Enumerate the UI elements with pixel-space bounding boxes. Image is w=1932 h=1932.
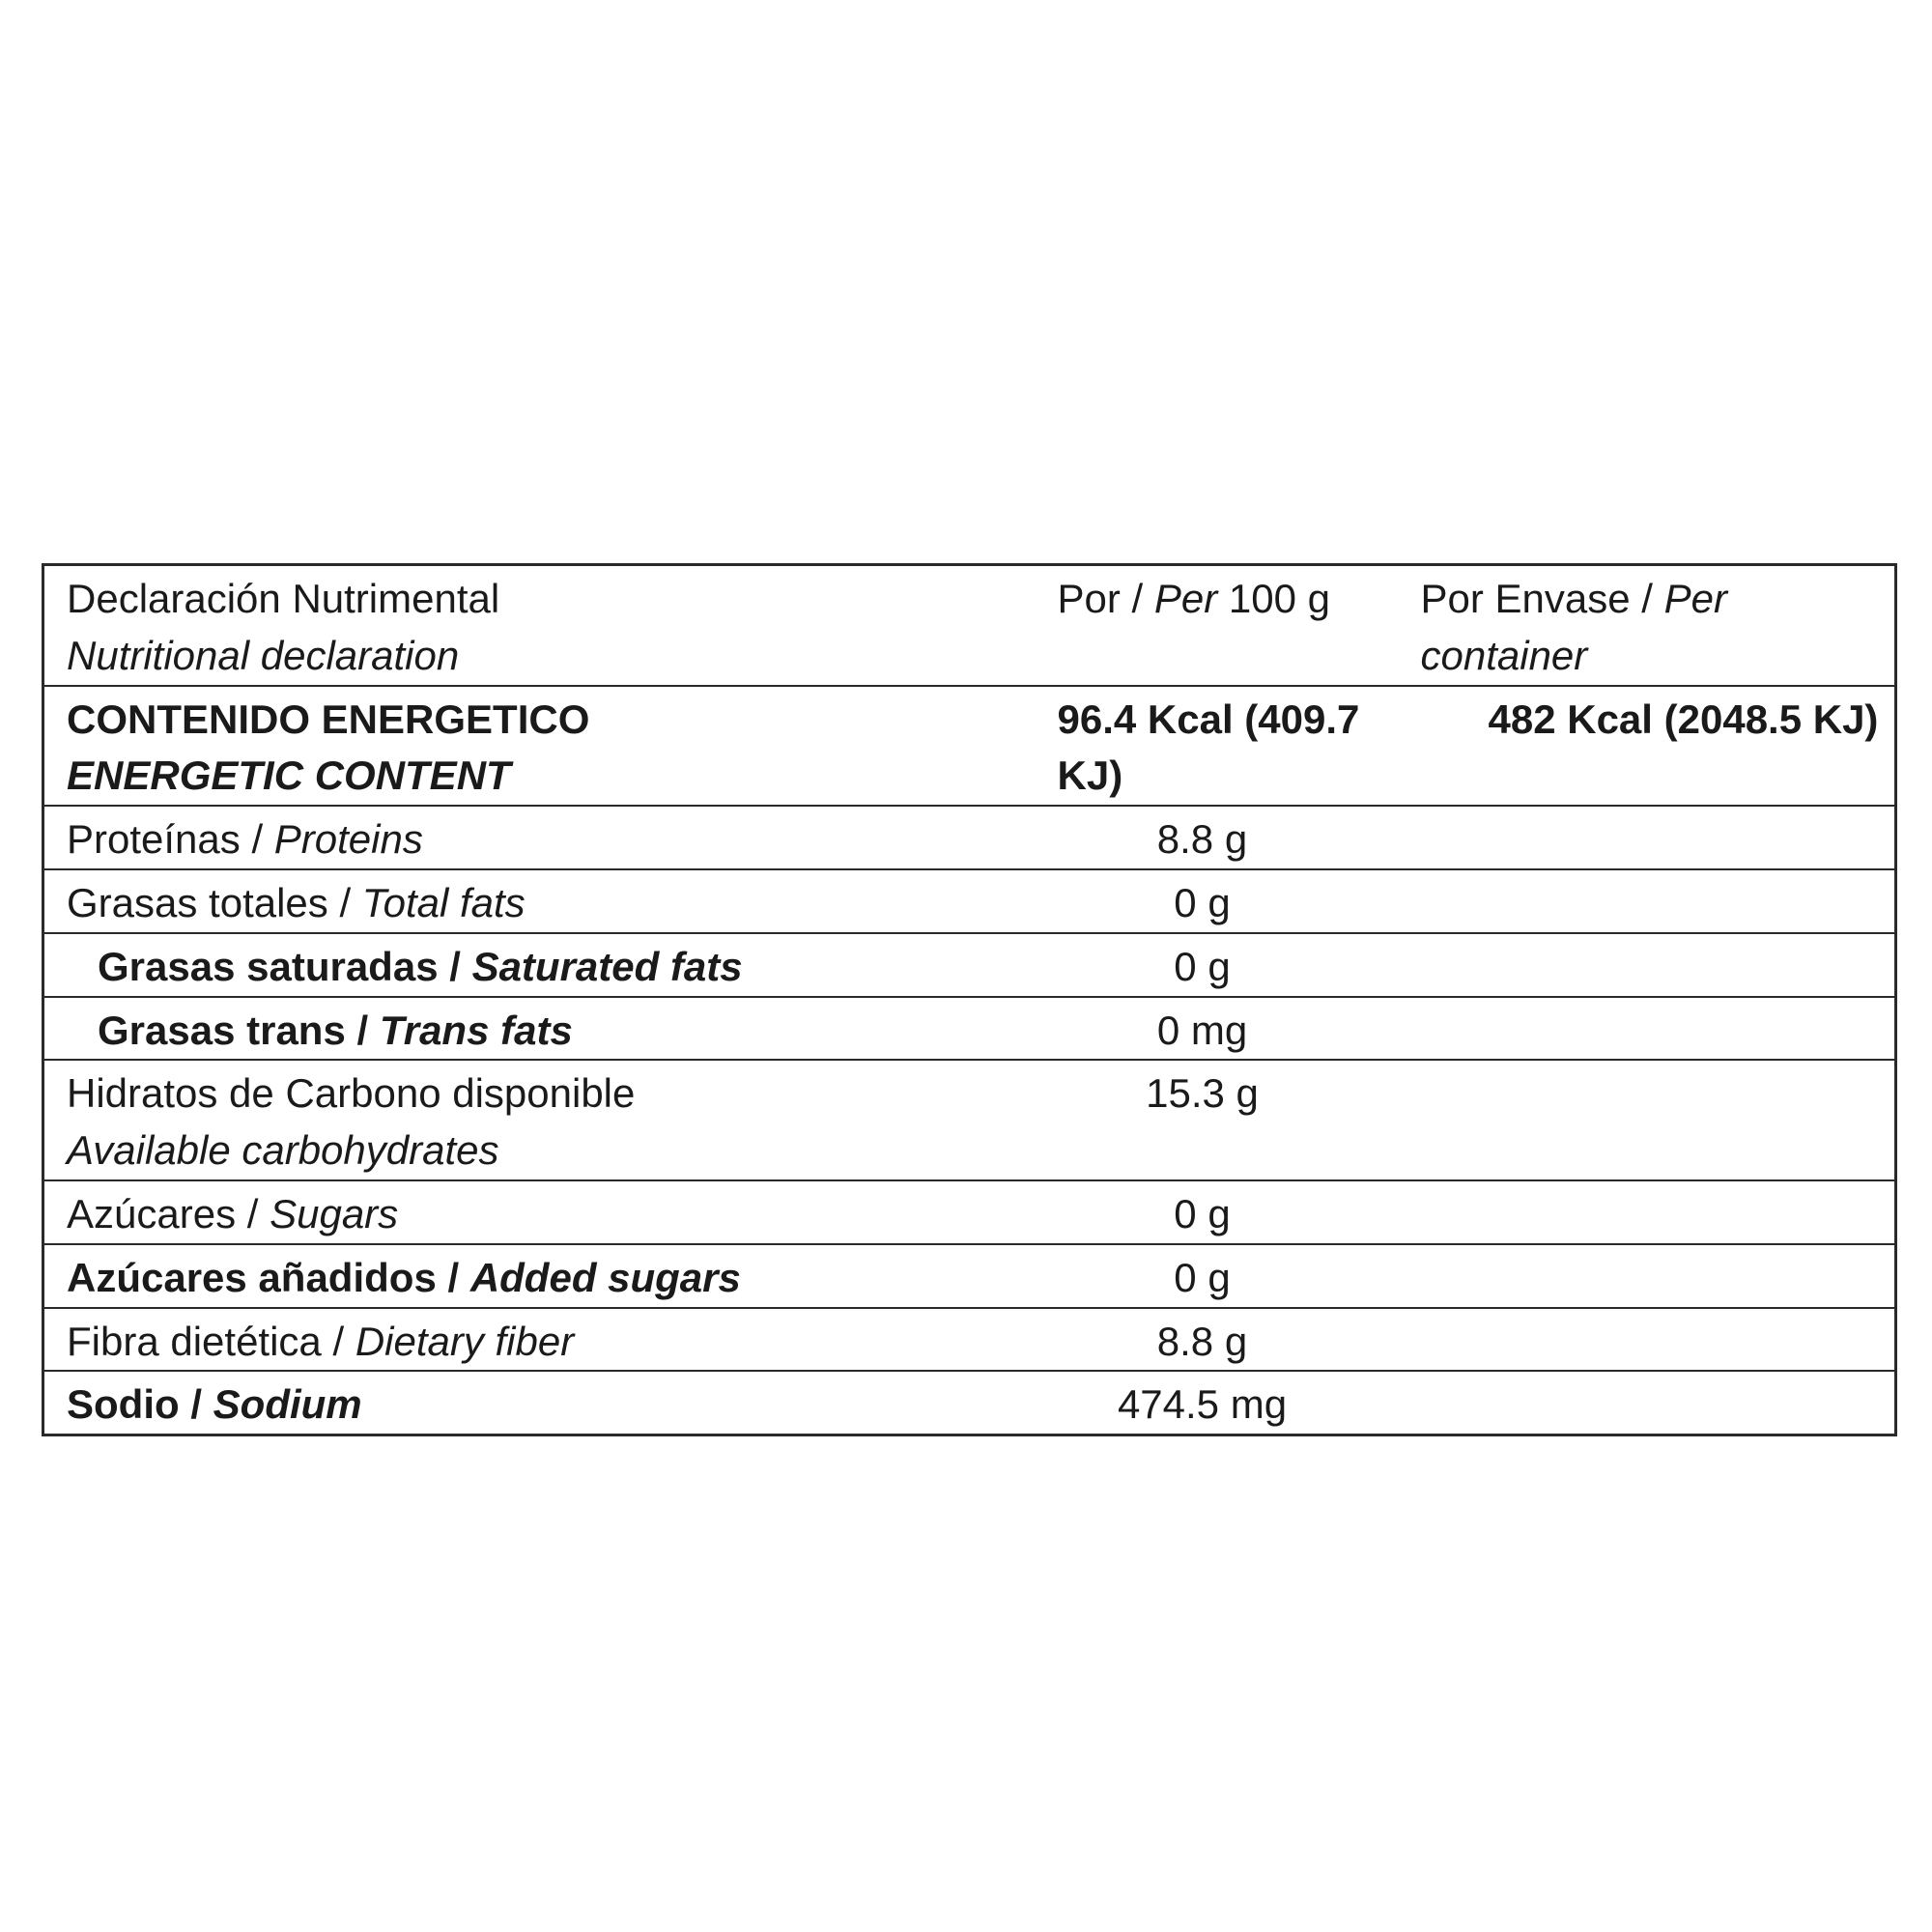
row-label-en: Sugars: [270, 1190, 399, 1236]
table-row: [43, 806, 1896, 869]
row-label-es: Sodio /: [67, 1381, 213, 1428]
row-value: 0 mg: [1156, 1007, 1248, 1053]
header-container-en: Per container: [1420, 576, 1727, 678]
table-row: [43, 869, 1896, 933]
energy-label-en: ENERGETIC CONTENT: [67, 753, 511, 799]
row-label-es: Azúcares /: [67, 1190, 270, 1236]
table-row: [43, 1180, 1896, 1244]
header-container-es: Por Envase /: [1420, 576, 1664, 621]
row-label-es: Hidratos de Carbono disponible: [67, 1070, 636, 1117]
row-value: 474.5 mg: [1117, 1381, 1288, 1428]
row-label-en: Saturated fats: [471, 943, 743, 989]
row-label-en: Trans fats: [379, 1007, 573, 1053]
row-label-es: Fibra dietética /: [67, 1318, 355, 1364]
energy-row: [43, 686, 1896, 807]
row-label-es: Grasas saturadas /: [98, 943, 472, 989]
header-container-cell: [1415, 565, 1896, 686]
row-label-en: Proteins: [273, 816, 423, 863]
header-per100-unit: 100 g: [1217, 576, 1331, 621]
energy-per100-value: 96.4 Kcal (409.7 KJ): [1057, 696, 1360, 799]
header-per100-es: Por /: [1057, 576, 1154, 621]
header-per100-cell: [990, 565, 1415, 686]
row-label-en: Dietary fiber: [355, 1318, 575, 1364]
energy-container-value: 482 Kcal (2048.5 KJ): [1488, 696, 1879, 742]
table-row: [43, 1060, 1896, 1180]
header-title-es: Declaración Nutrimental: [67, 576, 500, 621]
row-value: 0 g: [1174, 1254, 1231, 1300]
header-title-cell: [43, 565, 990, 686]
row-value: 8.8 g: [1156, 1318, 1248, 1364]
row-label-en: Added sugars: [469, 1254, 741, 1300]
row-value: 8.8 g: [1156, 816, 1248, 863]
energy-label-es: CONTENIDO ENERGETICO: [67, 696, 590, 742]
table-row: [43, 997, 1896, 1061]
row-label-en: Total fats: [361, 879, 526, 925]
row-value: 15.3 g: [1146, 1070, 1259, 1117]
row-value: 0 g: [1174, 943, 1231, 989]
energy-container-cell: [1415, 686, 1896, 807]
table-row: [43, 1244, 1896, 1308]
row-label-es: Grasas trans /: [98, 1007, 380, 1053]
row-label-es: Azúcares añadidos /: [67, 1254, 470, 1300]
table-row: [43, 1308, 1896, 1372]
energy-per100-cell: [990, 686, 1415, 807]
energy-label-cell: [43, 686, 990, 807]
table-header-row: [43, 565, 1896, 686]
nutrition-table: [42, 563, 1897, 1436]
row-value: 0 g: [1174, 879, 1231, 925]
header-title-en: Nutritional declaration: [67, 632, 460, 678]
table-row: [43, 1371, 1896, 1435]
table-row: [43, 933, 1896, 997]
row-value: 0 g: [1174, 1190, 1231, 1236]
header-per100-en: Per: [1153, 576, 1218, 621]
row-label-en: Sodium: [213, 1381, 362, 1428]
row-label-en: Available carbohydrates: [67, 1127, 499, 1174]
row-label-es: Grasas totales /: [67, 879, 362, 925]
row-label-es: Proteínas /: [67, 816, 274, 863]
